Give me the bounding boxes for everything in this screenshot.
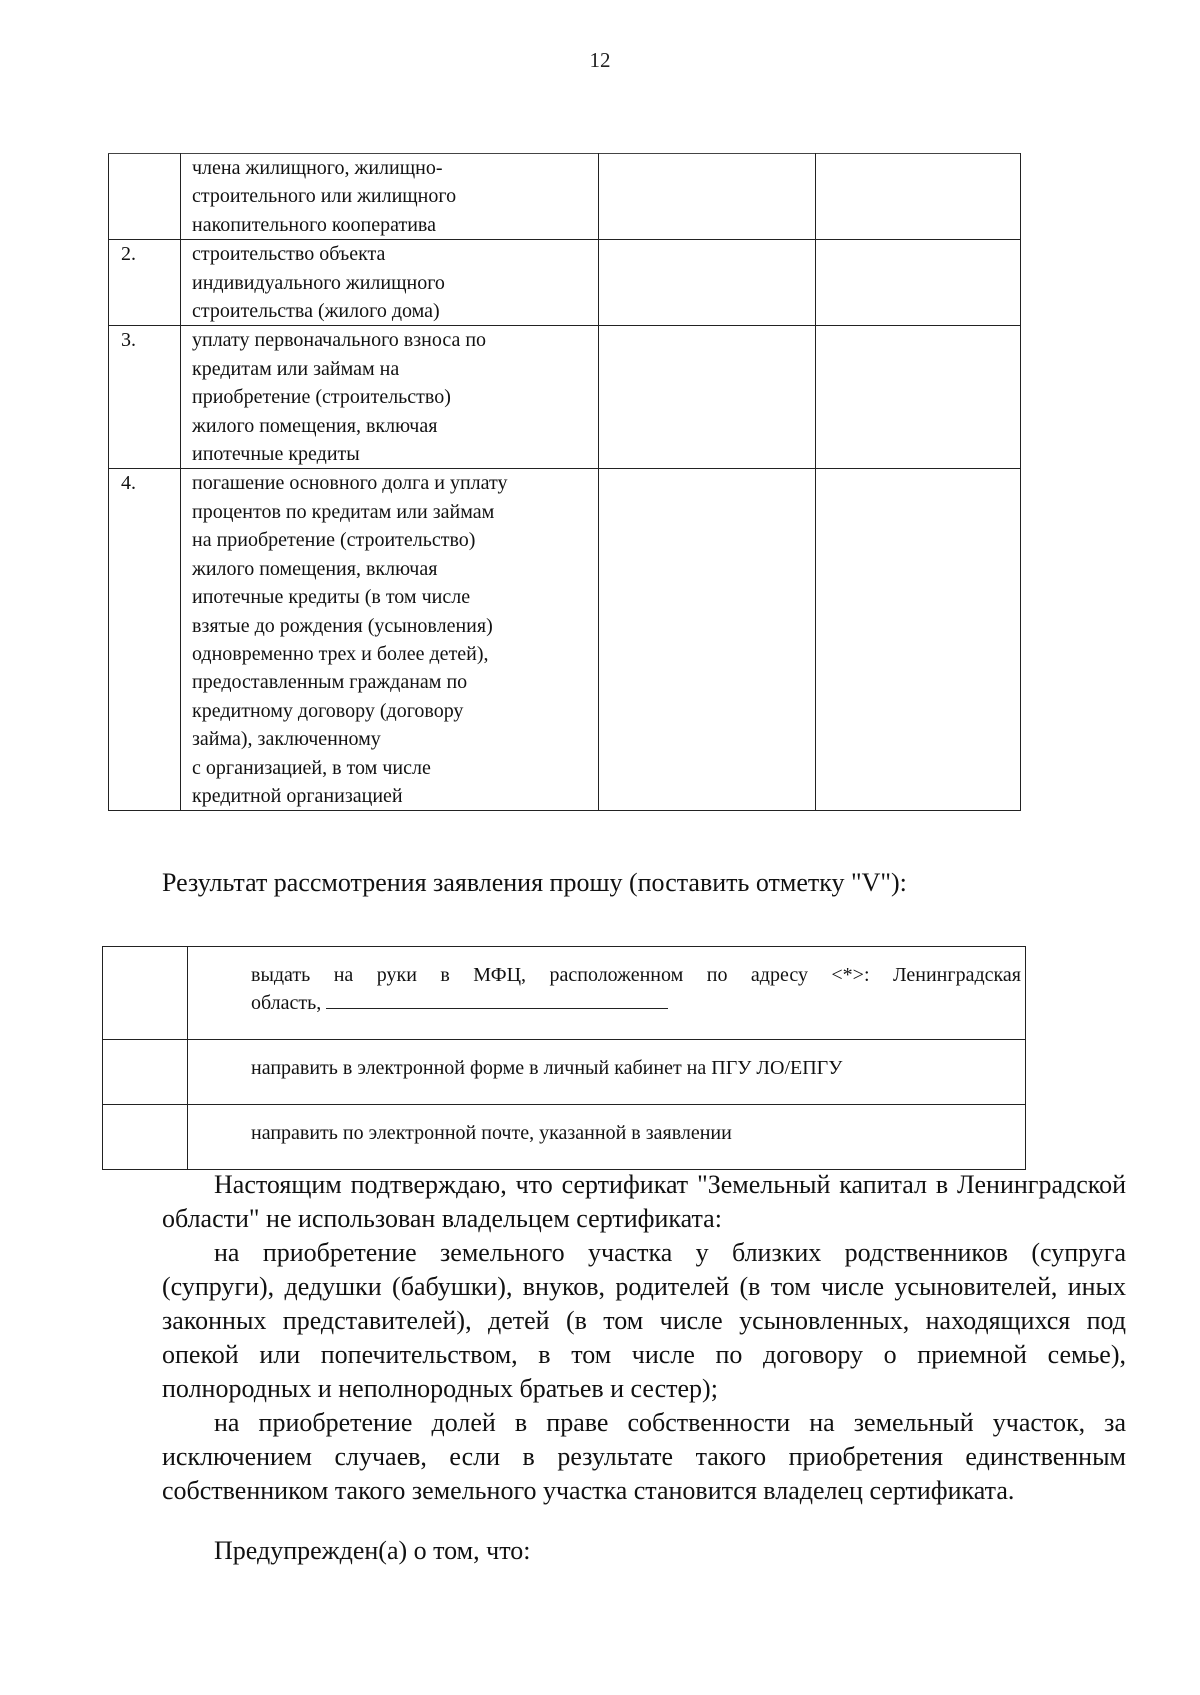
- row-description-line: приобретение (строительство): [192, 386, 451, 409]
- table-row: [109, 154, 1021, 240]
- row-empty-cell[interactable]: [599, 240, 816, 326]
- row-description-line: члена жилищного, жилищно-: [192, 157, 443, 179]
- body-text: [162, 1168, 1126, 1568]
- row-description-line: уплату первоначального взноса по: [192, 329, 487, 352]
- row-number: [109, 154, 181, 240]
- row-description: [181, 326, 599, 469]
- address-blank-field[interactable]: [326, 990, 668, 1009]
- row-empty-cell[interactable]: [816, 154, 1021, 240]
- row-description: [181, 469, 599, 811]
- row-description-line: займа), заключенному: [192, 728, 381, 751]
- row-empty-cell[interactable]: [599, 326, 816, 469]
- row-description-line: с организацией, в том числе: [192, 756, 431, 779]
- row-description-line: индивидуального жилищного: [192, 271, 445, 294]
- row-empty-cell[interactable]: [599, 154, 816, 240]
- row-description-line: кредитам или займам на: [192, 357, 400, 380]
- option-mfc-line2-text: область,: [251, 992, 322, 1014]
- table-row: [109, 326, 1021, 469]
- row-empty-cell[interactable]: [816, 326, 1021, 469]
- result-heading: Результат рассмотрения заявления прошу (поставить отметку "V"):: [162, 868, 907, 897]
- row-number: 3.: [109, 326, 181, 469]
- option-mfc-line1: выдать на руки в МФЦ, расположенном по адресу <*>: Ленинградская: [251, 964, 1021, 986]
- page-number: 12: [589, 48, 611, 72]
- row-description-line: кредитному договору (договору: [192, 699, 464, 722]
- row-description-line: ипотечные кредиты: [192, 443, 360, 466]
- row-description-line: на приобретение (строительство): [192, 529, 476, 552]
- result-option-row: [103, 947, 1026, 1040]
- row-description-line: строительного или жилищного: [192, 185, 457, 208]
- row-description: [181, 240, 599, 326]
- warning-paragraph: Предупрежден(а) о том, что:: [214, 1536, 531, 1565]
- row-number: 2.: [109, 240, 181, 326]
- row-number: 4.: [109, 469, 181, 811]
- relatives-paragraph: на приобретение земельного участка у близких родственников (супруга (супруги), дедушки (бабушки), внуков, родителей (в том числе усыновителей, иных законных представителей), детей (в том числе усыновленных, находящихся под опекой или попечительством, в том числе по договору о приемной семье), полнородных и неполнородных братьев и сестер);: [162, 1238, 1126, 1403]
- row-empty-cell[interactable]: [599, 469, 816, 811]
- row-description-line: жилого помещения, включая: [192, 414, 438, 437]
- option-mfc-line2: [251, 989, 1021, 1017]
- row-description: [181, 154, 599, 240]
- row-empty-cell[interactable]: [816, 469, 1021, 811]
- row-description-line: ипотечные кредиты (в том числе: [192, 586, 471, 609]
- row-description-line: предоставленным гражданам по: [192, 671, 468, 694]
- row-empty-cell[interactable]: [816, 240, 1021, 326]
- row-description-line: кредитной организацией: [192, 784, 403, 807]
- row-description-line: строительство объекта: [192, 243, 386, 266]
- row-description-line: одновременно трех и более детей),: [192, 642, 489, 665]
- option-epgu: направить в электронной форме в личный кабинет на ПГУ ЛО/ЕПГУ: [188, 1040, 1026, 1105]
- result-option-row: [103, 1040, 1026, 1105]
- shares-paragraph: на приобретение долей в праве собственности на земельный участок, за исключением случаев, если в результате такого приобретения единственным собственником такого земельного участка становится владелец сертификата.: [162, 1408, 1126, 1505]
- row-description-line: взятые до рождения (усыновления): [192, 614, 493, 637]
- row-description-line: накопительного кооператива: [192, 213, 436, 236]
- checkbox-cell-mfc[interactable]: [103, 947, 188, 1040]
- option-email: направить по электронной почте, указанной в заявлении: [188, 1105, 1026, 1170]
- result-option-row: [103, 1105, 1026, 1170]
- row-description-line: строительства (жилого дома): [192, 300, 440, 323]
- purpose-table: [108, 153, 1021, 811]
- table-row: [109, 469, 1021, 811]
- confirmation-paragraph: Настоящим подтверждаю, что сертификат "Земельный капитал в Ленинградской области" не использован владельцем сертификата:: [162, 1170, 1126, 1233]
- checkbox-cell-email[interactable]: [103, 1105, 188, 1170]
- row-description-line: жилого помещения, включая: [192, 557, 438, 580]
- option-mfc: [188, 947, 1026, 1040]
- result-options-table: [102, 946, 1026, 1170]
- checkbox-cell-epgu[interactable]: [103, 1040, 188, 1105]
- row-description-line: процентов по кредитам или займам: [192, 500, 495, 523]
- row-description-line: погашение основного долга и уплату: [192, 472, 508, 495]
- table-row: [109, 240, 1021, 326]
